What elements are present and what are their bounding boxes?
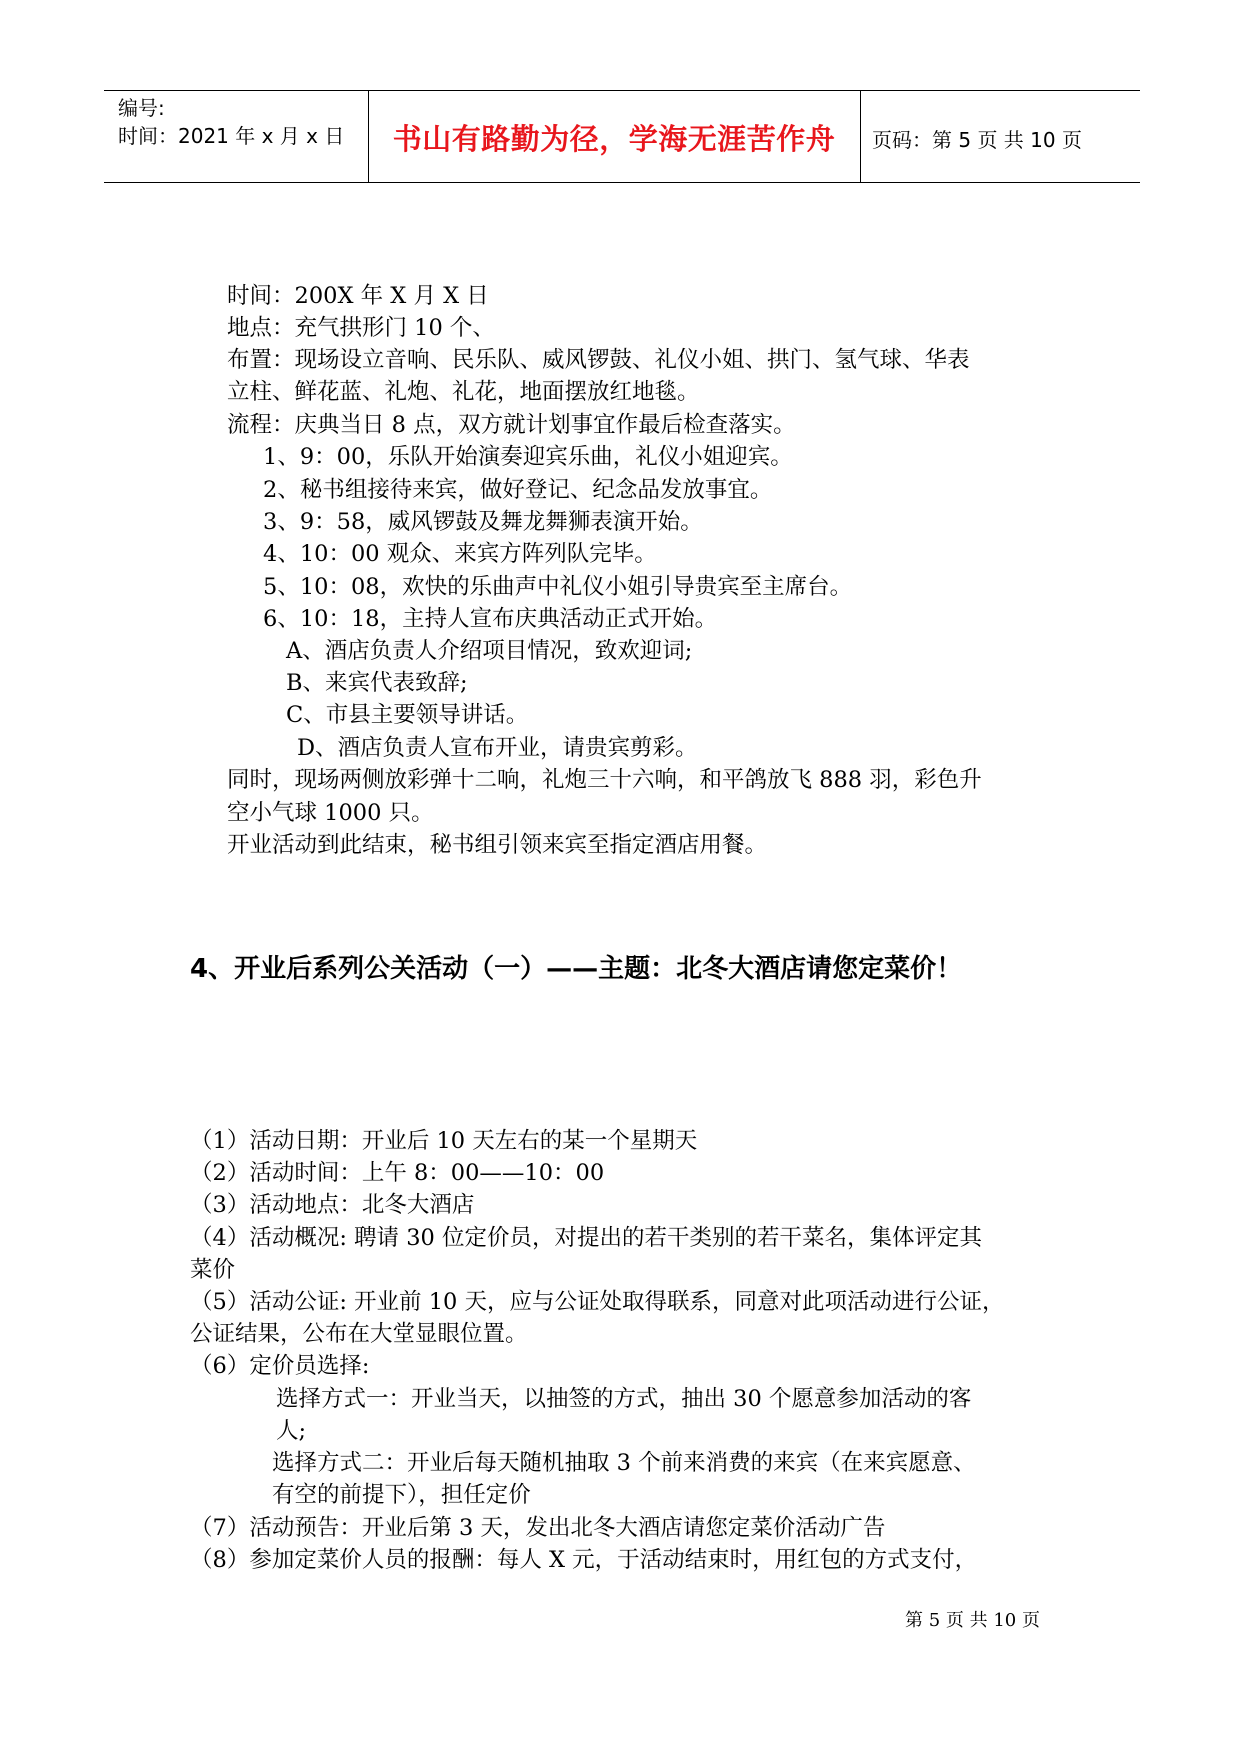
activity-line: 选择方式二：开业后每天随机抽取 3 个前来消费的来宾（在来宾愿意、: [272, 1450, 976, 1476]
event-line: 4、10：00 观众、来宾方阵列队完毕。: [263, 541, 657, 567]
event-line: 1、9：00，乐队开始演奏迎宾乐曲，礼仪小姐迎宾。: [263, 444, 793, 470]
event-line: 5、10：08，欢快的乐曲声中礼仪小姐引导贵宾至主席台。: [263, 574, 853, 600]
activity-line: （5）活动公证: 开业前 10 天，应与公证处取得联系，同意对此项活动进行公证，: [190, 1289, 1005, 1315]
event-line: 2、秘书组接待来宾，做好登记、纪念品发放事宜。: [263, 477, 773, 503]
activity-line: （1）活动日期：开业后 10 天左右的某一个星期天: [190, 1128, 698, 1154]
header-date-line: 时间：2021 年 x 月 x 日: [118, 124, 345, 148]
header-divider-left: [368, 91, 369, 183]
page-footer: 第 5 页 共 10 页: [905, 1610, 1040, 1631]
event-line: 空小气球 1000 只。: [227, 800, 434, 826]
header-divider-right: [860, 91, 861, 183]
activity-line: （3）活动地点：北冬大酒店: [190, 1192, 475, 1218]
event-line: 开业活动到此结束，秘书组引领来宾至指定酒店用餐。: [227, 832, 768, 858]
header-bottom-rule: [104, 182, 1140, 183]
event-line: 立柱、鲜花蓝、礼炮、礼花，地面摆放红地毯。: [227, 379, 700, 405]
activity-line: 人;: [276, 1418, 307, 1444]
activity-line: 有空的前提下），担任定价: [272, 1482, 531, 1508]
header-left-cell: [118, 94, 344, 150]
event-line: A、酒店负责人介绍项目情况，致欢迎词;: [286, 638, 693, 664]
event-line: D、酒店负责人宣布开业，请贵宾剪彩。: [297, 735, 698, 761]
event-line: 布置：现场设立音响、民乐队、威风锣鼓、礼仪小姐、拱门、氢气球、华表: [227, 347, 970, 373]
activity-line: 选择方式一：开业当天，以抽签的方式，抽出 30 个愿意参加活动的客: [276, 1386, 972, 1412]
activity-line: 菜价: [190, 1257, 236, 1283]
header-number-label: 编号:: [118, 96, 165, 120]
header-motto: 书山有路勤为径，学海无涯苦作舟: [392, 122, 836, 156]
event-line: C、市县主要领导讲话。: [286, 702, 529, 728]
event-line: 流程：庆典当日 8 点，双方就计划事宜作最后检查落实。: [227, 412, 796, 438]
activity-line: 公证结果，公布在大堂显眼位置。: [190, 1321, 528, 1347]
event-line: 同时，现场两侧放彩弹十二响，礼炮三十六响，和平鸽放飞 888 羽，彩色升: [227, 767, 982, 793]
header-top-rule: [104, 90, 1140, 91]
event-line: 时间：200X 年 X 月 X 日: [227, 283, 489, 309]
activity-line: （7）活动预告：开业后第 3 天，发出北冬大酒店请您定菜价活动广告: [190, 1515, 886, 1541]
section-heading: 4、开业后系列公关活动（一）——主题：北冬大酒店请您定菜价！: [190, 954, 963, 984]
activity-line: （2）活动时间：上午 8：00——10：00: [190, 1160, 605, 1186]
event-line: 6、10：18，主持人宣布庆典活动正式开始。: [263, 606, 718, 632]
activity-line: （6）定价员选择:: [190, 1353, 370, 1379]
header-page-label: 页码：第 5 页 共 10 页: [872, 128, 1082, 152]
activity-line: （4）活动概况: 聘请 30 位定价员，对提出的若干类别的若干菜名，集体评定其: [190, 1225, 982, 1251]
event-line: 3、9：58，威风锣鼓及舞龙舞狮表演开始。: [263, 509, 703, 535]
event-line: 地点：充气拱形门 10 个、: [227, 315, 495, 341]
activity-line: （8）参加定菜价人员的报酬：每人 X 元，于活动结束时，用红包的方式支付，: [190, 1547, 978, 1573]
event-line: B、来宾代表致辞;: [286, 670, 468, 696]
